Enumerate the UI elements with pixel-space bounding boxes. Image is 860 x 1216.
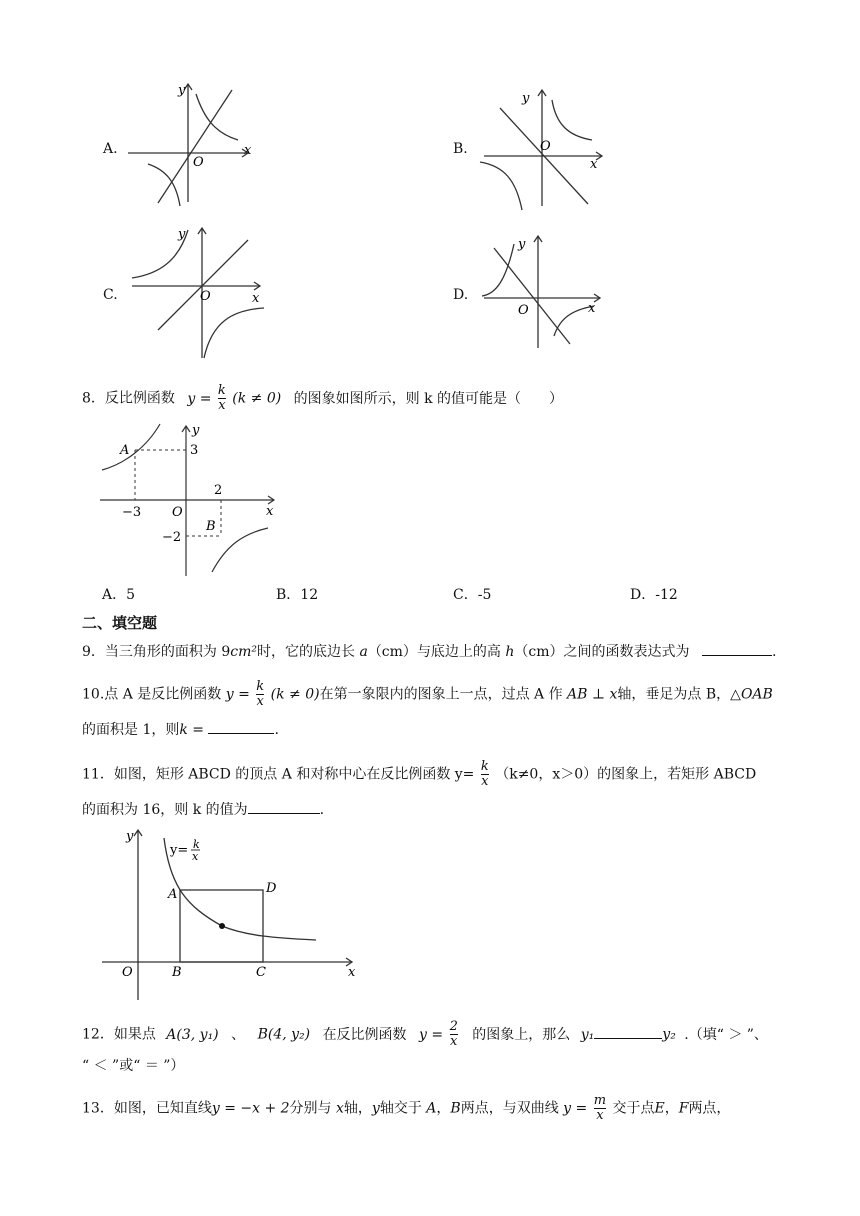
option-b-graph (476, 86, 606, 212)
question-11-line1: 11．如图，矩形 ABCD 的顶点 A 和对称中心在反比例函数 y= $\frac{k}{x}$ （k≠0，x＞0）的图象上，若矩形 ABCD (82, 759, 757, 789)
option-c-graph (124, 222, 270, 362)
fraction: $\frac{2}{x}$ (449, 1019, 458, 1049)
x-axis-label: x (266, 504, 274, 519)
answer-blank[interactable] (594, 1038, 662, 1039)
fraction: $\frac{k}{x}$ (217, 383, 226, 413)
q8-option-c: C．-5 (453, 587, 492, 603)
answer-blank[interactable] (208, 733, 274, 734)
section-title: 二、填空题 (82, 614, 158, 632)
q8-option-d: D．-12 (630, 587, 678, 603)
x-axis-label: x (348, 965, 356, 980)
y-tick-3: 3 (190, 443, 199, 458)
x-tick-2: 2 (214, 483, 223, 498)
y-axis-label: y (192, 423, 200, 438)
y-axis-label: y (522, 91, 530, 106)
x-axis-label: x (588, 301, 596, 316)
x-tick-neg3: −3 (122, 505, 142, 520)
origin-label: O (200, 289, 211, 304)
x-axis-label: x (244, 143, 252, 158)
q8-option-b: B．12 (276, 587, 319, 603)
x-axis-label: x (590, 157, 598, 172)
origin-label: O (172, 505, 183, 520)
answer-blank[interactable] (702, 655, 772, 656)
y-axis-label: y (126, 829, 134, 844)
option-d-label: D. (453, 287, 469, 303)
curve-label-den: x (192, 850, 199, 863)
origin-label: O (193, 155, 204, 170)
y-axis-label: y (178, 83, 186, 98)
question-11-graph (96, 826, 368, 1004)
curve-label-num: k (193, 838, 200, 851)
question-8: 8．反比例函数 y = $\frac{k}{x}$ (k ≠ 0) 的图象如图所示，则 k 的值可能是（ ） (82, 383, 564, 413)
option-a-label: A. (103, 141, 118, 157)
point-c-label: C (256, 965, 266, 980)
point-a-label: A (168, 887, 178, 902)
q8-option-a: A．5 (102, 587, 136, 603)
origin-label: O (518, 303, 529, 318)
option-a-graph (120, 78, 260, 210)
question-11-line2: 的面积为 16，则 k 的值为 . (82, 802, 325, 818)
x-axis-label: x (252, 291, 260, 306)
fraction: $\frac{k}{x}$ (256, 679, 265, 709)
question-10-line2: 的面积是 1，则k = . (82, 722, 279, 738)
question-12-line2: “ ＜ ”或“ ＝ ”） (82, 1058, 185, 1074)
origin-label: O (122, 965, 133, 980)
center-point (219, 923, 225, 929)
question-13: 13．如图，已知直线y = −x + 2分别与 x轴，y轴交于 A，B两点，与双曲线 y = $\frac{m}{x}$ 交于点E，F两点， (82, 1093, 731, 1123)
point-b-label: B (172, 965, 182, 980)
answer-blank[interactable] (248, 813, 320, 814)
question-8-graph (96, 420, 286, 578)
question-10-line1: 10.点 A 是反比例函数 y = $\frac{k}{x}$ (k ≠ 0)在第一象限内的图象上一点，过点 A 作 AB ⊥ x轴，垂足为点 B，△OAB (82, 679, 773, 709)
question-12-line1: 12．如果点 A(3, y₁) 、 B(4, y₂) 在反比例函数 y = $\frac{2}{x}$ 的图象上，那么 y₁ y₂ .（填“ ＞ ”、 (82, 1019, 768, 1049)
fraction: $\frac{m}{x}$ (593, 1093, 607, 1123)
point-d-label: D (266, 881, 277, 896)
fraction: $\frac{k}{x}$ (480, 759, 489, 789)
y-tick-neg2: −2 (162, 530, 182, 545)
y-axis-label: y (178, 227, 186, 242)
y-axis-label: y (518, 237, 526, 252)
point-a-label: A (120, 443, 130, 458)
option-c-label: C. (103, 287, 118, 303)
option-d-graph (476, 232, 606, 350)
question-9: 9．当三角形的面积为 9cm²时，它的底边长 a（cm）与底边上的高 h（cm）之间的函数表达式为 . (82, 644, 777, 660)
curve-label: y= (170, 843, 189, 858)
option-b-label: B. (453, 141, 468, 157)
point-b-label: B (206, 519, 216, 534)
origin-label: O (540, 139, 551, 154)
